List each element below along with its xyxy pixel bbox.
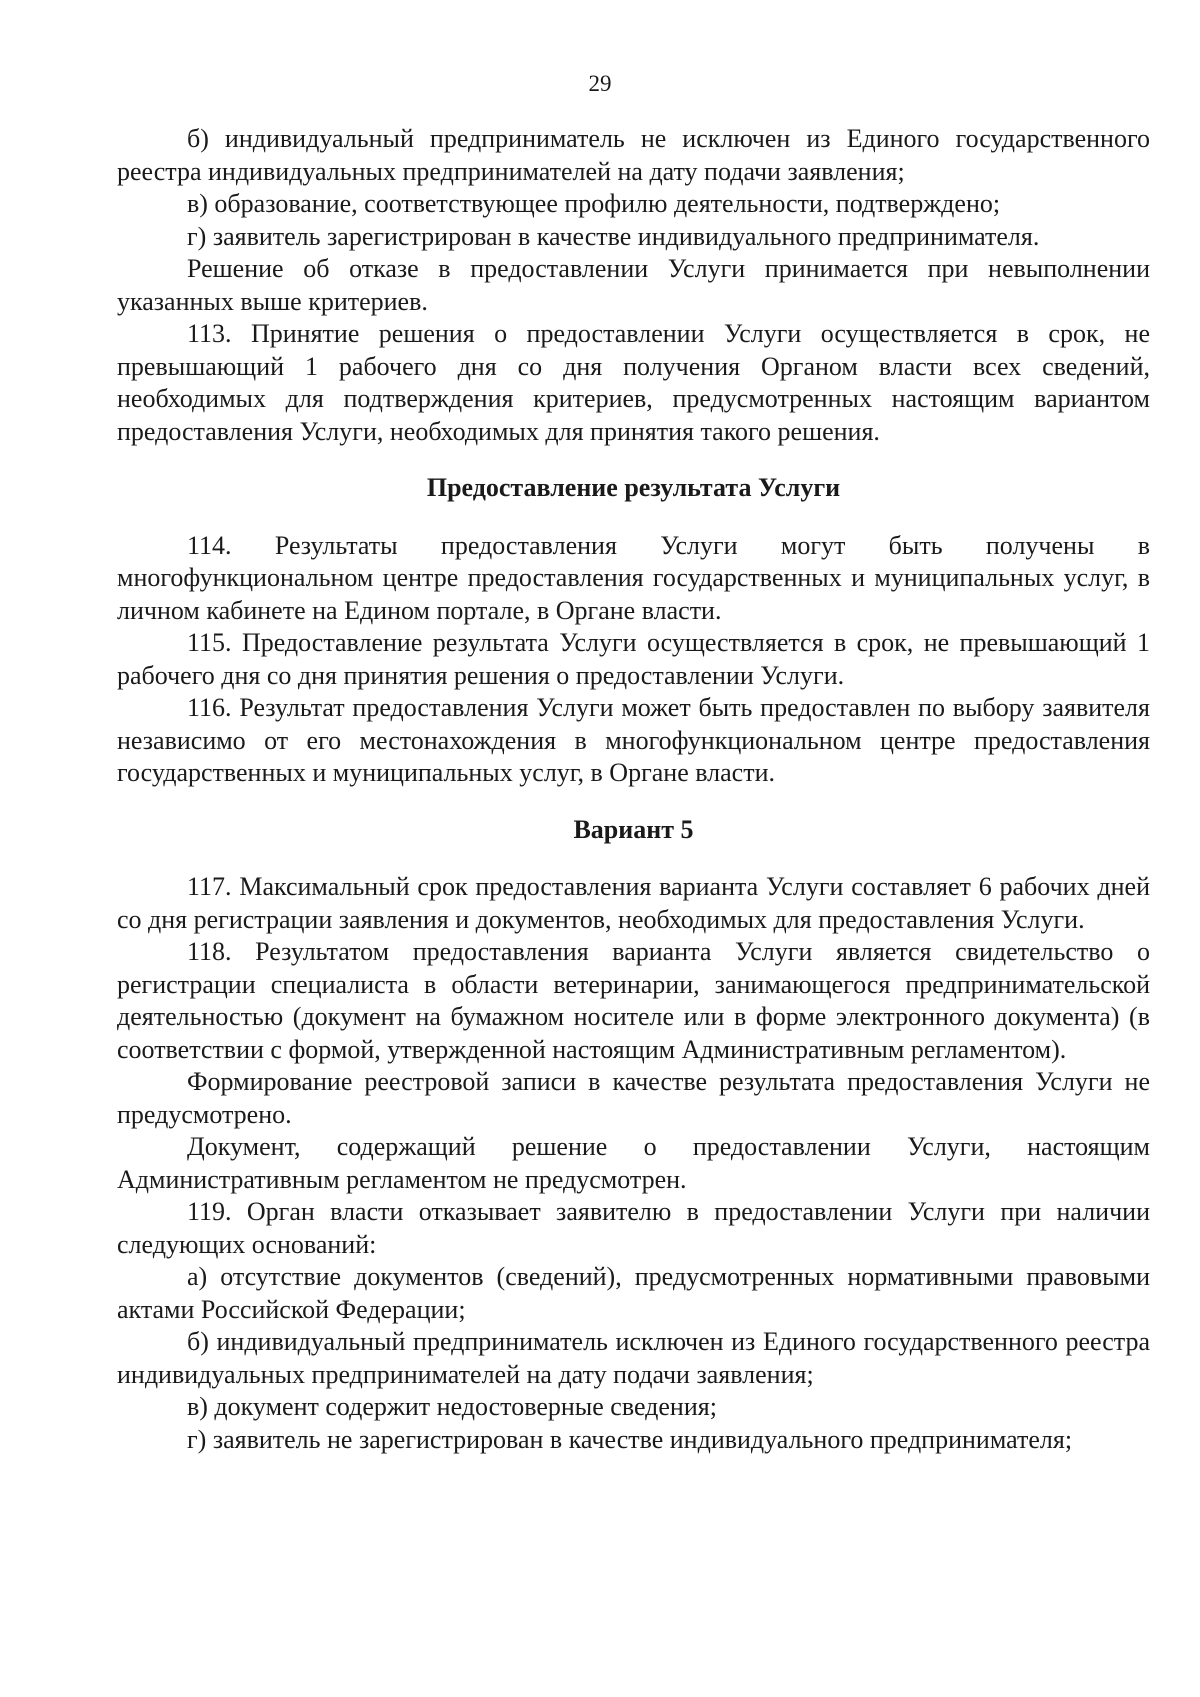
section-heading: Вариант 5 — [573, 814, 694, 844]
paragraph: 119. Орган власти отказывает заявителю в предоставлении Услуги при наличии следующих оснований: — [117, 1197, 1150, 1259]
paragraph: г) заявитель не зарегистрирован в качестве индивидуального предпринимателя; — [187, 1424, 1073, 1454]
document-body — [117, 123, 1150, 1456]
paragraph: б) индивидуальный предприниматель исключен из Единого государственного реестра индивидуальных предпринимателей на дату подачи заявления; — [117, 1327, 1150, 1389]
paragraph: Решение об отказе в предоставлении Услуги принимается при невыполнении указанных выше критериев. — [117, 254, 1150, 316]
paragraph: 113. Принятие решения о предоставлении Услуги осуществляется в срок, не превышающий 1 рабочего дня со дня получения Органом власти всех сведений, необходимых для подтверждения критериев, предусмотренных настоящим вариантом предоставления Услуги, необходимых для принятия такого решения. — [117, 319, 1150, 446]
section-heading: Предоставление результата Услуги — [426, 473, 841, 502]
paragraph: а) отсутствие документов (сведений), предусмотренных нормативными правовыми актами Российской Федерации; — [117, 1262, 1150, 1324]
paragraph: б) индивидуальный предприниматель не исключен из Единого государственного реестра индивидуальных предпринимателей на дату подачи заявления; — [117, 124, 1150, 186]
paragraph: Документ, содержащий решение о предоставлении Услуги, настоящим Административным регламентом не предусмотрен. — [117, 1132, 1150, 1194]
paragraph: в) документ содержит недостоверные сведения; — [187, 1392, 717, 1421]
paragraph: в) образование, соответствующее профилю деятельности, подтверждено; — [187, 189, 1001, 218]
paragraph: 118. Результатом предоставления варианта Услуги является свидетельство о регистрации специалиста в области ветеринарии, занимающегося предпринимательской деятельностью (документ на бумажном носителе или в форме электронного документа) (в соответствии с формой, утвержденной настоящим Административным регламентом). — [117, 937, 1150, 1064]
paragraph: 115. Предоставление результата Услуги осуществляется в срок, не превышающий 1 рабочего дня со дня принятия решения о предоставлении Услуги. — [117, 628, 1150, 690]
paragraph: Формирование реестровой записи в качестве результата предоставления Услуги не предусмотрено. — [117, 1067, 1150, 1129]
page-number: 29 — [588, 71, 612, 96]
paragraph: 114. Результаты предоставления Услуги могут быть получены в многофункциональном центре предоставления государственных и муниципальных услуг, в личном кабинете на Едином портале, в Органе власти. — [117, 530, 1150, 625]
paragraph: г) заявитель зарегистрирован в качестве индивидуального предпринимателя. — [187, 221, 1040, 251]
paragraph: 117. Максимальный срок предоставления варианта Услуги составляет 6 рабочих дней со дня регистрации заявления и документов, необходимых для предоставления Услуги. — [117, 872, 1150, 934]
paragraph: 116. Результат предоставления Услуги может быть предоставлен по выбору заявителя независимо от его местонахождения в многофункциональном центре предоставления государственных и муниципальных услуг, в Органе власти. — [117, 693, 1150, 787]
